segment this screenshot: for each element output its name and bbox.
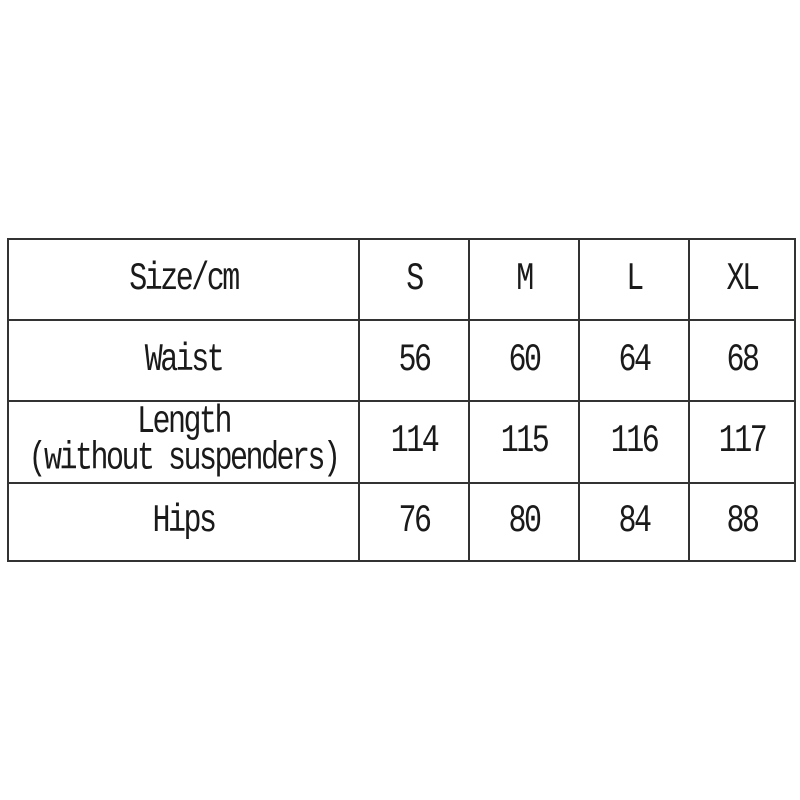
row-label-hips bbox=[8, 483, 359, 561]
row-label-text: Waist bbox=[144, 338, 223, 383]
cell-value: 68 bbox=[726, 338, 758, 383]
header-cell-l bbox=[579, 239, 689, 320]
header-label: Size/cm bbox=[129, 257, 238, 302]
row-label-text-line1: Length bbox=[136, 401, 231, 445]
row-label-waist bbox=[8, 320, 359, 401]
row-label-text: Hips bbox=[152, 499, 215, 545]
cell-length-m bbox=[469, 401, 579, 483]
header-row bbox=[8, 239, 795, 320]
cell-waist-m bbox=[469, 320, 579, 401]
header-label: M bbox=[516, 257, 532, 302]
cell-hips-s bbox=[359, 483, 469, 561]
cell-length-xl bbox=[689, 401, 795, 483]
cell-length-l bbox=[579, 401, 689, 483]
cell-hips-xl bbox=[689, 483, 795, 561]
table-row-length bbox=[8, 401, 795, 483]
cell-value: 88 bbox=[726, 499, 758, 545]
header-cell-m bbox=[469, 239, 579, 320]
row-label-text-line2: (without suspenders) bbox=[28, 436, 339, 481]
row-label-length bbox=[8, 401, 359, 483]
cell-hips-l bbox=[579, 483, 689, 561]
cell-hips-m bbox=[469, 483, 579, 561]
cell-waist-xl bbox=[689, 320, 795, 401]
size-chart-table bbox=[7, 238, 796, 562]
cell-value: 60 bbox=[508, 338, 540, 383]
header-label: XL bbox=[726, 257, 758, 302]
table-row-waist bbox=[8, 320, 795, 401]
header-cell-s bbox=[359, 239, 469, 320]
cell-length-s bbox=[359, 401, 469, 483]
cell-value: 84 bbox=[618, 499, 650, 545]
header-label: S bbox=[406, 257, 422, 302]
table-row-hips bbox=[8, 483, 795, 561]
cell-value: 117 bbox=[718, 419, 766, 465]
header-cell-size-cm bbox=[8, 239, 359, 320]
cell-waist-s bbox=[359, 320, 469, 401]
cell-value: 116 bbox=[610, 419, 658, 465]
cell-value: 64 bbox=[618, 338, 650, 383]
cell-value: 56 bbox=[398, 338, 430, 383]
cell-value: 114 bbox=[390, 419, 438, 465]
header-label: L bbox=[626, 257, 642, 302]
header-cell-xl bbox=[689, 239, 795, 320]
cell-value: 76 bbox=[398, 499, 430, 545]
cell-value: 80 bbox=[508, 499, 540, 545]
cell-value: 115 bbox=[500, 419, 548, 465]
cell-waist-l bbox=[579, 320, 689, 401]
